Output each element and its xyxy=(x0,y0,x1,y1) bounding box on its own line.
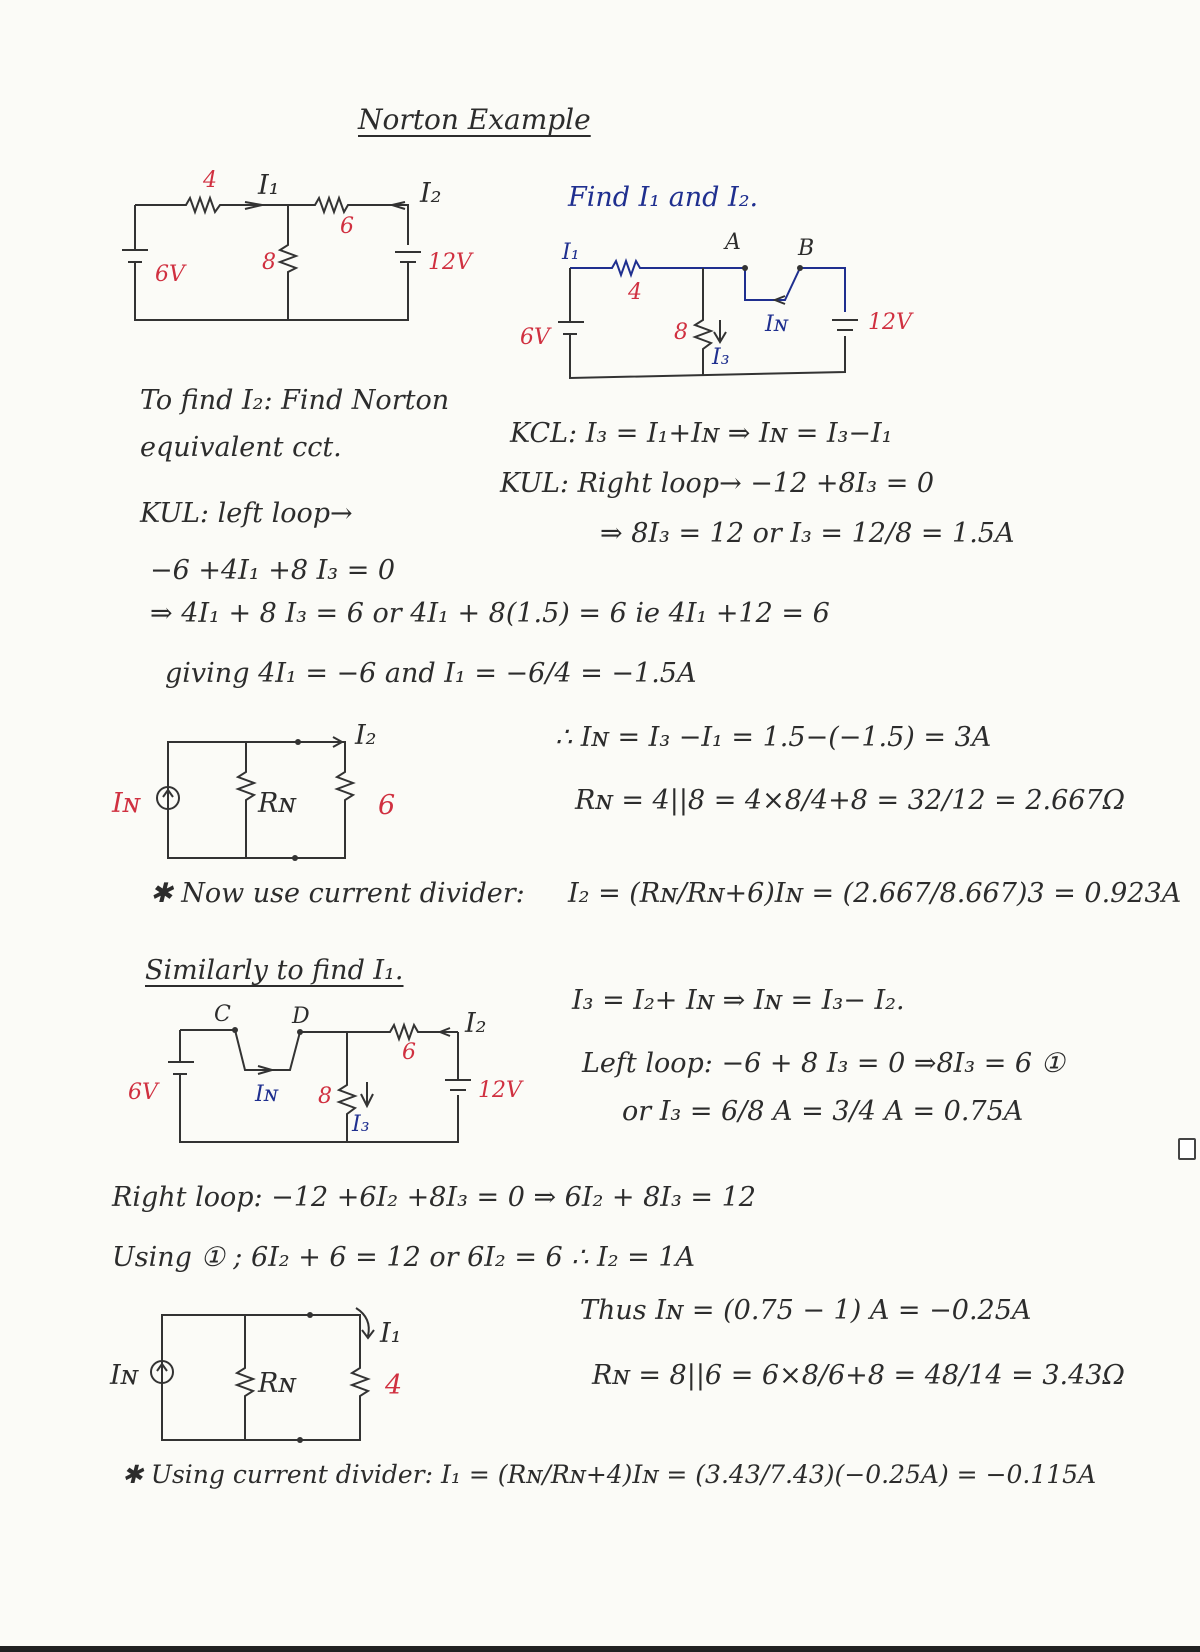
c4-i3-label: I₃ xyxy=(352,1112,370,1137)
c2-v12-label: 12V xyxy=(868,310,912,335)
c1-i1-label: I₁ xyxy=(258,170,280,201)
sol-i3: ⇒ 8I₃ = 12 or I₃ = 12/8 = 1.5A xyxy=(600,518,1015,549)
c5-rn-label: Rɴ xyxy=(258,1368,296,1399)
c4-i2-label: I₂ xyxy=(465,1008,487,1039)
c5-i1-label: I₁ xyxy=(380,1318,402,1349)
sol-eq-3: giving 4I₁ = −6 and I₁ = −6/4 = −1.5A xyxy=(165,658,697,689)
sol-eq-2: ⇒ 4I₁ + 8 I₃ = 6 or 4I₁ + 8(1.5) = 6 ie 4I₁ +12 = 6 xyxy=(150,598,830,629)
sim-heading: Similarly to find I₁. xyxy=(145,955,404,986)
sol-kcl: KCL: I₃ = I₁+Iɴ ⇒ Iɴ = I₃−I₁ xyxy=(510,418,893,449)
sim-divider: ✱ Using current divider: I₁ = (Rɴ/Rɴ+4)Iɴ = (3.43/7.43)(−0.25A) = −0.115A xyxy=(122,1460,1097,1489)
sol-rn: Rɴ = 4||8 = 4×8/4+8 = 32/12 = 2.667Ω xyxy=(575,785,1126,816)
c4-node-d: D xyxy=(292,1004,310,1029)
sim-right-loop: Right loop: −12 +6I₂ +8I₃ = 0 ⇒ 6I₂ + 8I₃ = 12 xyxy=(112,1182,756,1213)
sol-kvl-right: KUL: Right loop→ −12 +8I₃ = 0 xyxy=(500,468,935,499)
sim-using: Using ① ; 6I₂ + 6 = 12 or 6I₂ = 6 ∴ I₂ = 1A xyxy=(112,1242,696,1273)
sol-line-1: To find I₂: Find Norton xyxy=(140,385,450,416)
c2-in-label: Iɴ xyxy=(765,312,788,337)
scan-edge xyxy=(0,1646,1200,1652)
sol-i2: I₂ = (Rɴ/Rɴ+6)Iɴ = (2.667/8.667)3 = 0.923A xyxy=(568,878,1182,909)
c4-in-label: Iɴ xyxy=(255,1082,278,1107)
c5-r4-label: 4 xyxy=(385,1370,403,1401)
sol-in: ∴ Iɴ = I₃ −I₁ = 1.5−(−1.5) = 3A xyxy=(555,722,992,753)
c4-r8-label: 8 xyxy=(318,1084,332,1109)
binder-clip-mark xyxy=(1178,1138,1196,1160)
c2-node-a: A xyxy=(725,230,741,255)
sim-in: Thus Iɴ = (0.75 − 1) A = −0.25A xyxy=(580,1295,1032,1326)
c2-v6-label: 6V xyxy=(520,325,550,350)
sim-rn: Rɴ = 8||6 = 6×8/6+8 = 48/14 = 3.43Ω xyxy=(592,1360,1125,1391)
sim-left-loop: Left loop: −6 + 8 I₃ = 0 ⇒8I₃ = 6 ① xyxy=(582,1048,1065,1079)
c4-v12-label: 12V xyxy=(478,1078,522,1103)
c1-r6-label: 6 xyxy=(340,214,354,239)
page-title: Norton Example xyxy=(358,103,591,136)
sim-i3: or I₃ = 6/8 A = 3/4 A = 0.75A xyxy=(622,1096,1024,1127)
sol-divider-label: ✱ Now use current divider: xyxy=(150,878,525,909)
c3-rn-label: Rɴ xyxy=(258,788,296,819)
c2-i3-label: I₃ xyxy=(712,345,730,370)
sol-kvl-left: KUL: left loop→ xyxy=(140,498,353,529)
c2-r8-label: 8 xyxy=(674,320,688,345)
c2-i1-label: I₁ xyxy=(562,240,580,265)
c4-r6-label: 6 xyxy=(402,1040,416,1065)
sol-line-2: equivalent cct. xyxy=(140,432,342,463)
sim-kcl: I₃ = I₂+ Iɴ ⇒ Iɴ = I₃− I₂. xyxy=(572,985,905,1016)
c1-r8-label: 8 xyxy=(262,250,276,275)
c1-r4-label: 4 xyxy=(203,168,217,193)
c1-i2-label: I₂ xyxy=(420,178,442,209)
c2-node-b: B xyxy=(798,236,815,261)
sol-eq-1: −6 +4I₁ +8 I₃ = 0 xyxy=(150,555,396,586)
c2-r4-label: 4 xyxy=(628,280,642,305)
c1-v6-label: 6V xyxy=(155,262,185,287)
c1-v12-label: 12V xyxy=(428,250,472,275)
c3-r6-label: 6 xyxy=(378,790,396,821)
c4-v6-label: 6V xyxy=(128,1080,158,1105)
c5-in-label: Iɴ xyxy=(110,1360,139,1391)
c3-i2-label: I₂ xyxy=(355,720,377,751)
c3-in-label: Iɴ xyxy=(112,788,141,819)
find-heading: Find I₁ and I₂. xyxy=(568,182,759,213)
c4-node-c: C xyxy=(214,1002,231,1027)
